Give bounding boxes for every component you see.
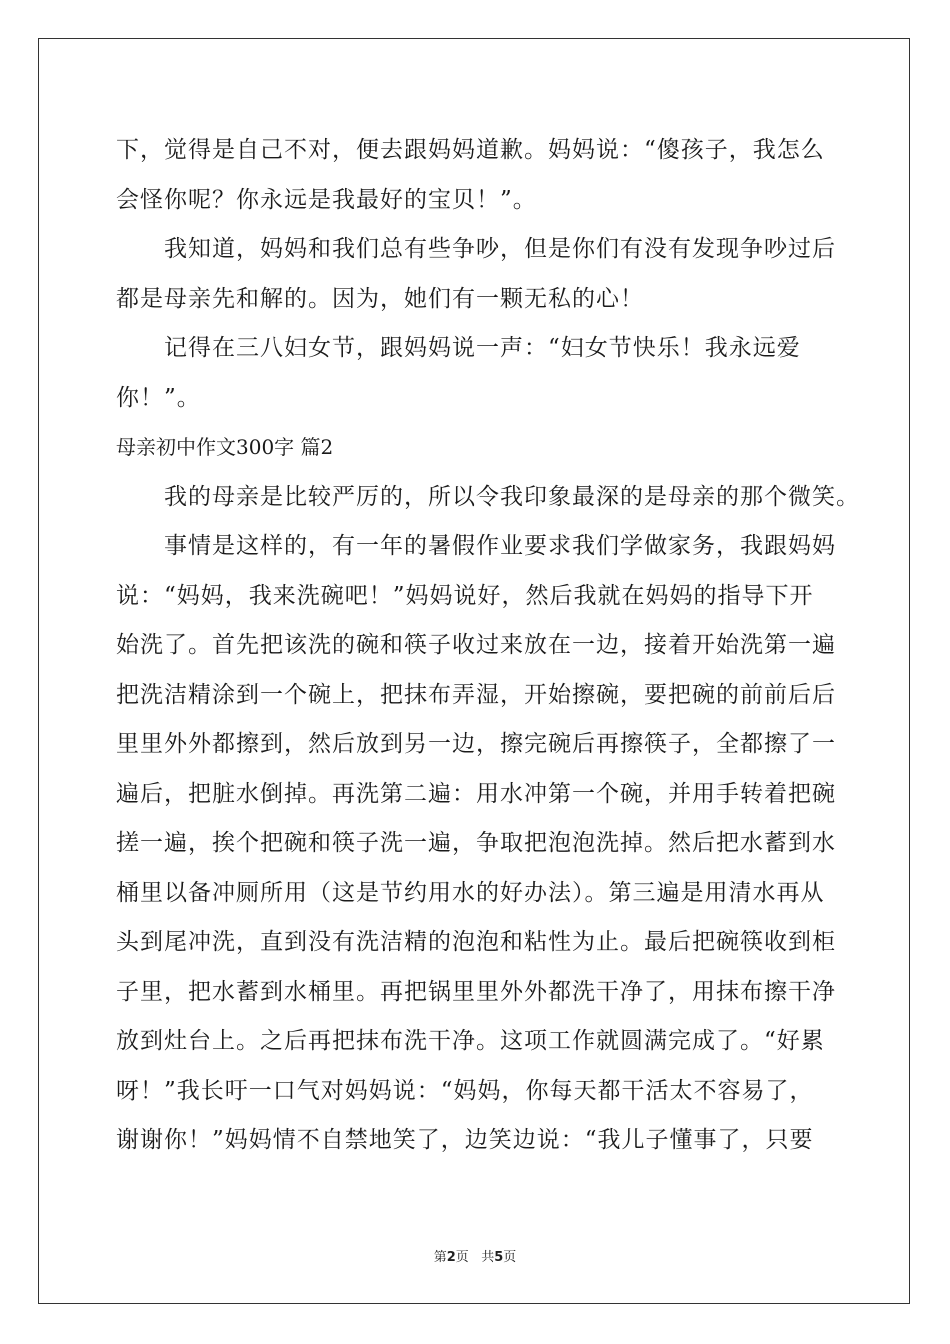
text-line: 都是母亲先和解的。因为，她们有一颗无私的心！ <box>116 285 644 312</box>
section-heading: 母亲初中作文300字 篇2 <box>116 435 334 459</box>
text-line: 里里外外都擦到，然后放到另一边，擦完碗后再擦筷子，全都擦了一 <box>116 731 836 757</box>
document-body <box>116 126 860 1166</box>
text-line: 你！”。 <box>116 384 201 411</box>
total-suffix: 页 <box>503 1250 517 1265</box>
total-pages: 5 <box>494 1250 504 1265</box>
text-line: 谢谢你！”妈妈情不自禁地笑了，边笑边说：“我儿子懂事了，只要 <box>116 1127 814 1153</box>
text-line: 把洗洁精涂到一个碗上，把抹布弄湿，开始擦碗，要把碗的前前后后 <box>116 681 836 708</box>
text-line: 我的母亲是比较严厉的，所以令我印象最深的是母亲的那个微笑。 <box>164 483 860 510</box>
text-line: 记得在三八妇女节，跟妈妈说一声：“妇女节快乐！我永远爱 <box>164 335 801 361</box>
text-line: 说：“妈妈，我来洗碗吧！”妈妈说好，然后我就在妈妈的指导下开 <box>116 582 814 609</box>
page-suffix: 页 <box>455 1250 469 1265</box>
text-line: 始洗了。首先把该洗的碗和筷子收过来放在一边，接着开始洗第一遍 <box>116 632 836 658</box>
total-prefix: 共 <box>481 1250 495 1265</box>
text-line: 搓一遍，挨个把碗和筷子洗一遍，争取把泡泡洗掉。然后把水蓄到水 <box>116 830 836 856</box>
text-line: 放到灶台上。之后再把抹布洗干净。这项工作就圆满完成了。“好累 <box>116 1028 825 1054</box>
text-line: 事情是这样的，有一年的暑假作业要求我们学做家务，我跟妈妈 <box>164 533 836 559</box>
text-line: 我知道，妈妈和我们总有些争吵，但是你们有没有发现争吵过后 <box>164 236 836 262</box>
text-line: 桶里以备冲厕所用（这是节约用水的好办法）。第三遍是用清水再从 <box>116 879 825 906</box>
text-line: 呀！”我长吁一口气对妈妈说：“妈妈，你每天都干活太不容易了， <box>116 1077 814 1104</box>
page-prefix: 第 <box>433 1250 447 1265</box>
text-line: 子里，把水蓄到水桶里。再把锅里里外外都洗干净了，用抹布擦干净 <box>116 978 836 1005</box>
page-footer <box>0 1246 950 1265</box>
text-line: 头到尾冲洗，直到没有洗洁精的泡泡和粘性为止。最后把碗筷收到柜 <box>116 929 836 955</box>
text-line: 会怪你呢？你永远是我最好的宝贝！”。 <box>116 186 537 213</box>
text-line: 遍后，把脏水倒掉。再洗第二遍：用水冲第一个碗，并用手转着把碗 <box>116 780 836 807</box>
text-line: 下，觉得是自己不对，便去跟妈妈道歉。妈妈说：“傻孩子，我怎么 <box>116 137 825 163</box>
page-number: 2 <box>446 1250 456 1265</box>
